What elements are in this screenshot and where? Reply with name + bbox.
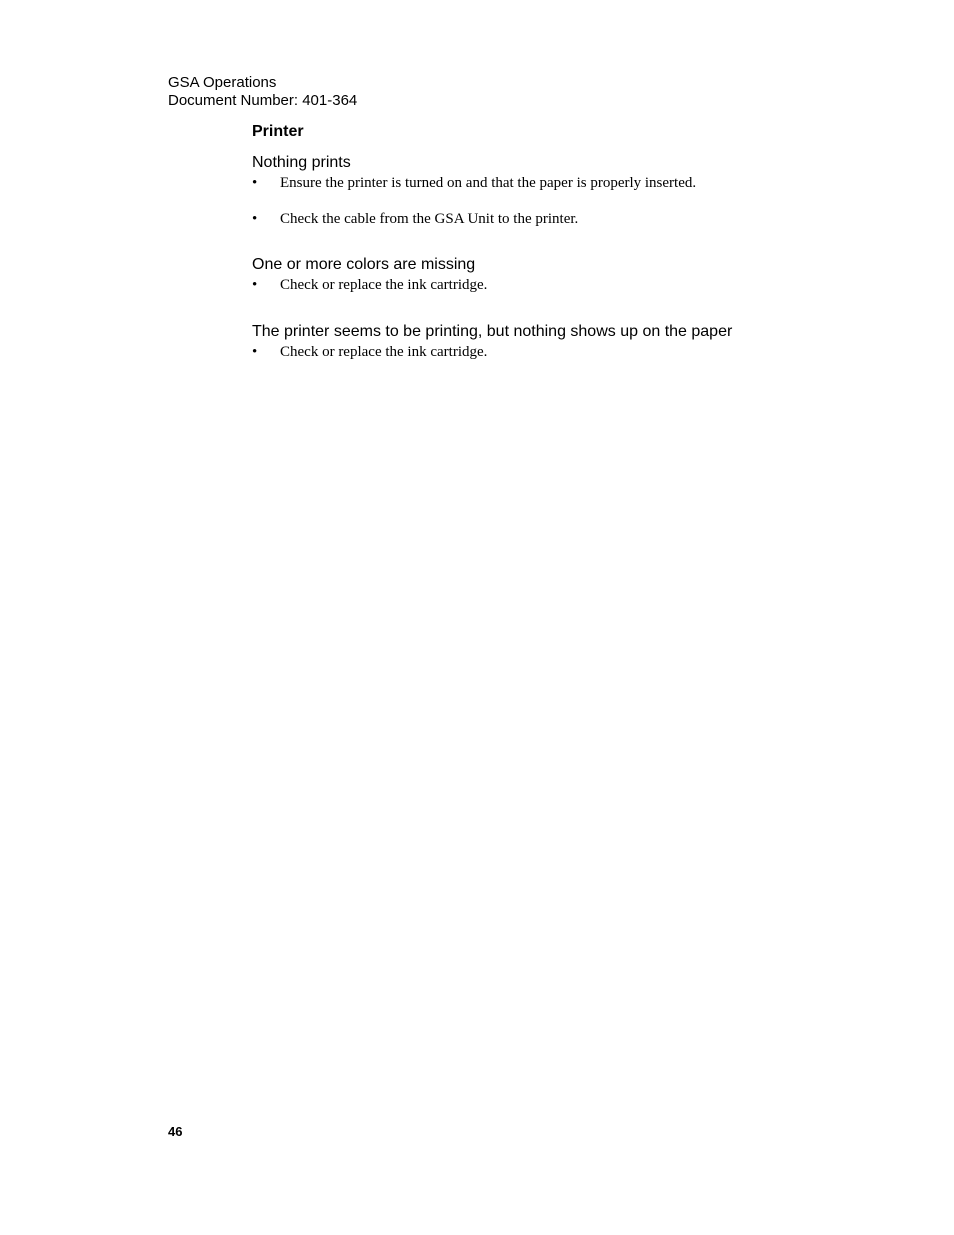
list-item-text: Check the cable from the GSA Unit to the printer.: [280, 211, 579, 227]
header-org: GSA Operations: [168, 74, 277, 91]
document-body: [252, 122, 872, 361]
subheading-colors-missing: One or more colors are missing: [252, 256, 476, 273]
list-item: [252, 174, 872, 192]
running-header: [168, 74, 357, 110]
section-title: Printer: [252, 123, 304, 140]
list-item-text: Check or replace the ink cartridge.: [280, 344, 488, 360]
list-item: [252, 343, 872, 361]
subheading-nothing-prints: Nothing prints: [252, 154, 351, 171]
list-item: [252, 276, 872, 294]
bullet-icon: •: [252, 277, 258, 293]
bullet-icon: •: [252, 211, 258, 227]
bullet-icon: •: [252, 175, 258, 191]
header-document-number: Document Number: 401-364: [168, 92, 358, 109]
bullet-icon: •: [252, 344, 258, 360]
page-number: 46: [168, 1124, 183, 1139]
list-item-text: Ensure the printer is turned on and that the paper is properly inserted.: [280, 175, 697, 191]
subheading-nothing-shows: The printer seems to be printing, but nothing shows up on the paper: [252, 323, 733, 340]
list-item: [252, 210, 872, 228]
list-item-text: Check or replace the ink cartridge.: [280, 277, 488, 293]
